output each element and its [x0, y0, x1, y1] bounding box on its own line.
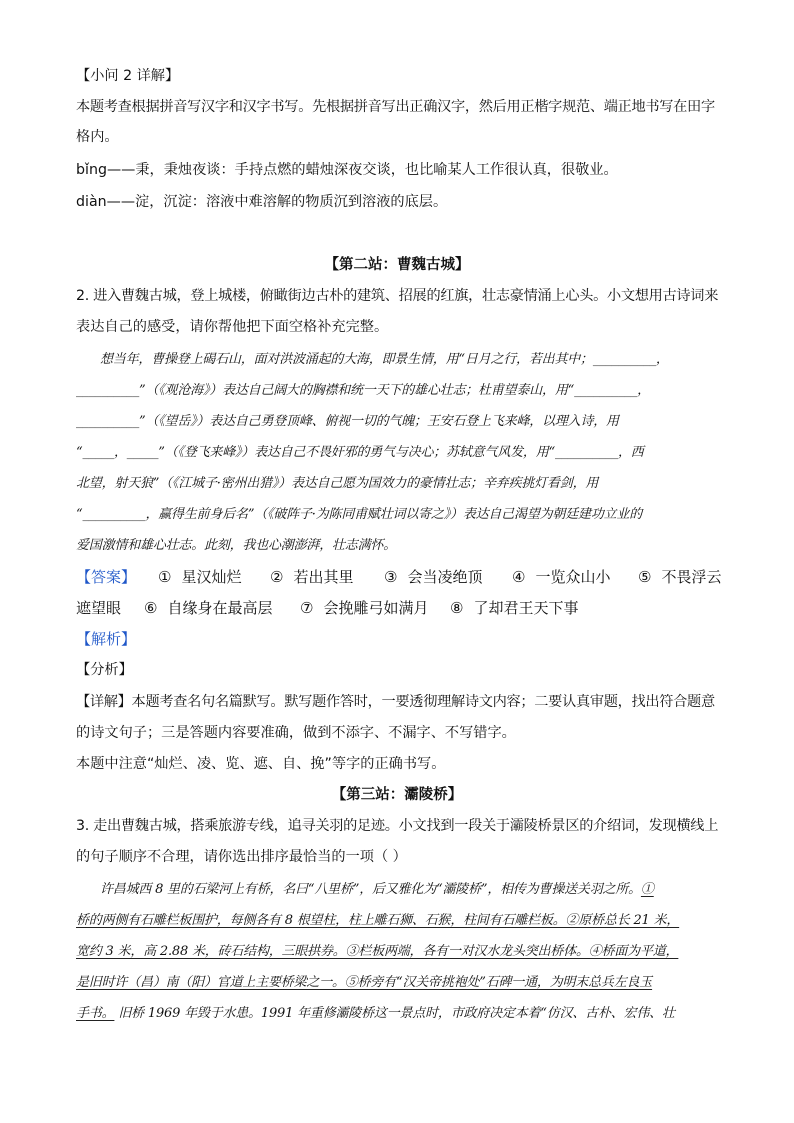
station-three-title: 【第三站：灞陵桥】 [331, 787, 463, 803]
fenxi-label: 【分析】 [76, 662, 133, 678]
poem-passage-line: “__________，赢得生前身后名”（《破阵子·为陈同甫赋壮词以寄之》）表达自己渴望为朝廷建功立业的 [76, 507, 643, 522]
bridge-passage-line: 宽约 3 米，高 2.88 米，砖石结构，三眼拱券。③栏板两端，各有一对汉水龙头突出桥体。④桥面为平道， [76, 944, 679, 959]
poem-passage-line: 爱国激情和雄心壮志。此刻，我也心潮澎湃，壮志满怀。 [76, 538, 397, 553]
answer-item: ⑦ 会挽雕弓如满月 [300, 599, 429, 617]
answer-label: 【答案】 [76, 568, 137, 586]
poem-passage-line: __________”（《观沧海》）表达自己阔大的胸襟和统一天下的雄心壮志；杜甫望泰山，用“__________， [76, 383, 650, 398]
poem-passage-line: 想当年，曹操登上碣石山，面对洪波涌起的大海，即景生情，用“日月之行，若出其中；__________， [100, 352, 669, 367]
question-3-line: 的句子顺序不合理，请你选出排序最恰当的一项（ ） [76, 849, 407, 865]
question-2-line: 2. 进入曹魏古城，登上城楼，俯瞰街边古朴的建筑、招展的红旗，壮志豪情涌上心头。小文想用古诗词来 [76, 288, 719, 304]
answer-item: ② 若出其里 [270, 568, 354, 586]
poem-passage-line: __________”（《望岳》）表达自己勇登顶峰、俯视一切的气魄；王安石登上飞来峰，以理入诗，用 [76, 414, 619, 429]
paragraph-line: 格内。 [76, 129, 119, 145]
detail-line: 的诗文句子；三是答题内容要准确，做到不添字、不漏字、不写错字。 [76, 725, 516, 741]
section-heading-q2-detail: 【小问 2 详解】 [76, 68, 180, 84]
pinyin-dian-line: diàn——淀，沉淀：溶液中难溶解的物质沉到溶液的底层。 [76, 194, 448, 210]
answer-item: ⑤ 不畏浮云 [638, 568, 722, 586]
answer-item: ③ 会当凌绝顶 [384, 568, 483, 586]
bridge-passage-line: 是旧时许（昌）南（阳）官道上主要桥梁之一。⑤桥旁有“汉关帝挑袍处”石碑一通，为明末总兵左良玉 [76, 975, 653, 990]
bridge-passage-line: 许昌城西 8 里的石梁河上有桥，名曰“八里桥”，后又雅化为“灞陵桥”，相传为曹操送关羽之所。① [100, 882, 654, 897]
question-3-line: 3. 走出曹魏古城，搭乘旅游专线，追寻关羽的足迹。小文找到一段关于灞陵桥景区的介绍词，发现横线上 [76, 818, 719, 834]
bridge-passage-line: 桥的两侧有石雕栏板围护，每侧各有 8 根望柱，柱上雕石狮、石猴，柱间有石雕栏板。②原桥总长 21 米， [76, 913, 680, 928]
answer-item: ④ 一览众山小 [512, 568, 611, 586]
pinyin-bing-line: bǐng——秉，秉烛夜谈：手持点燃的蜡烛深夜交谈，也比喻某人工作很认真，很敬业。 [76, 162, 618, 178]
note-line: 本题中注意“灿烂、凌、览、遮、自、挽”等字的正确书写。 [76, 756, 446, 772]
station-two-title: 【第二站：曹魏古城】 [324, 257, 470, 273]
answer-item: ① 星汉灿烂 [158, 568, 242, 586]
answer-item-continued: 遮望眼 [76, 599, 122, 617]
poem-passage-line: 北望，射天狼”（《江城子·密州出猎》）表达自己愿为国效力的豪情壮志；辛弃疾挑灯看剑，用 [76, 476, 599, 491]
analysis-label: 【解析】 [76, 630, 137, 648]
paragraph-line: 本题考查根据拼音写汉字和汉字书写。先根据拼音写出正确汉字，然后用正楷字规范、端正地书写在田字 [76, 99, 715, 115]
bridge-passage-line: 手书。 旧桥 1969 年毁于水患。1991 年重修灞陵桥这一景点时，市政府决定本着“仿汉、古朴、宏伟、壮 [76, 1006, 675, 1021]
detail-line: 【详解】本题考查名句名篇默写。默写题作答时，一要透彻理解诗文内容；二要认真审题，找出符合题意 [76, 694, 715, 710]
answer-item: ⑥ 自缘身在最高层 [144, 599, 273, 617]
answer-item: ⑧ 了却君王天下事 [450, 599, 579, 617]
question-2-line: 表达自己的感受，请你帮他把下面空格补充完整。 [76, 319, 389, 335]
poem-passage-line: “_____，_____”（《登飞来峰》）表达自己不畏奸邪的勇气与决心；苏轼意气风发，用“__________，西 [76, 445, 644, 460]
